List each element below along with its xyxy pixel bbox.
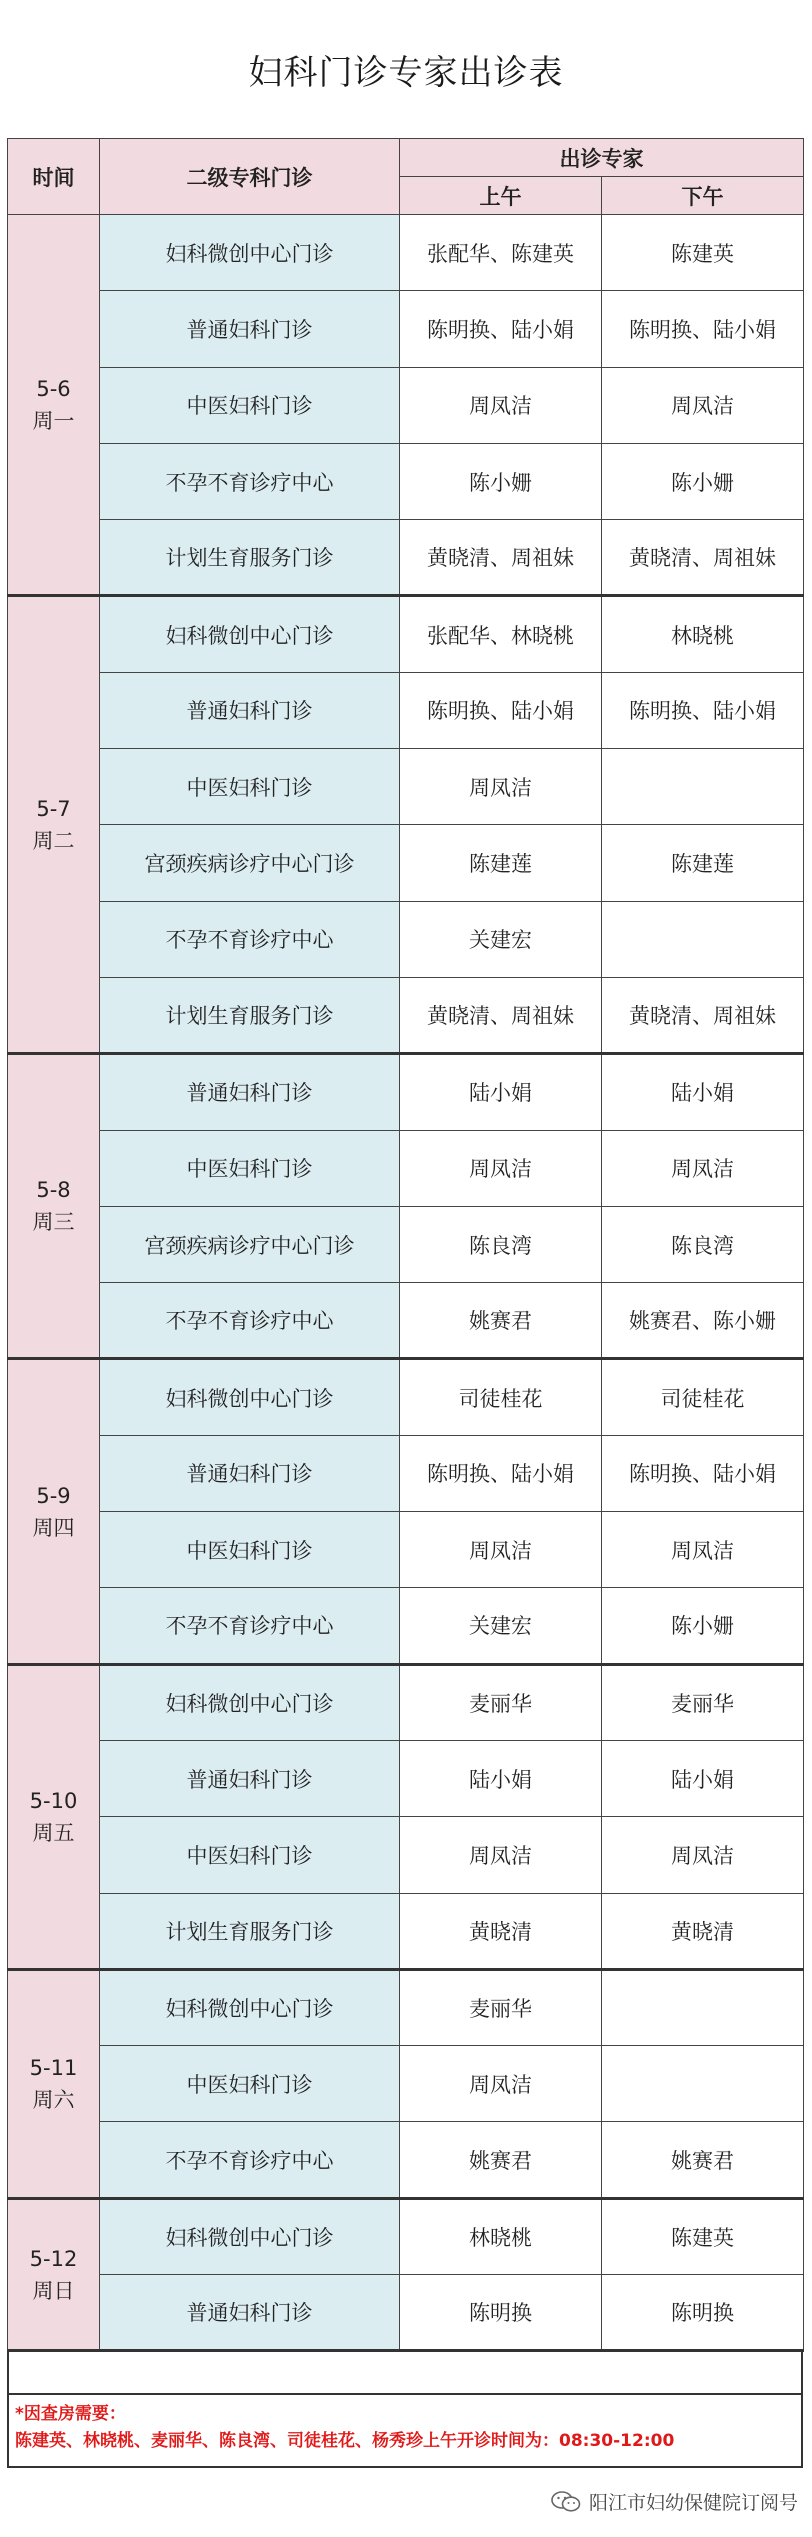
schedule-note [9,2393,801,2466]
weekday-label: 周二 [32,828,75,853]
table-row [8,825,804,901]
am-doctor-cell: 陈明换、陆小娟 [400,291,602,367]
dept-cell: 计划生育服务门诊 [100,520,400,596]
am-doctor-cell: 黄晓清、周祖妹 [400,520,602,596]
pm-doctor-cell [602,1969,804,2045]
weekday-label: 周五 [32,1820,75,1845]
pm-doctor-cell: 姚赛君、陈小姗 [602,1283,804,1359]
table-row [8,443,804,519]
page-title: 妇科门诊专家出诊表 [248,52,564,93]
date-label: 5-8 [36,1178,71,1203]
pm-doctor-cell: 林晓桃 [602,596,804,672]
pm-doctor-cell: 陈明换、陆小娟 [602,1435,804,1511]
schedule-body [8,215,804,2351]
dept-cell: 普通妇科门诊 [100,1740,400,1816]
pm-doctor-cell: 陆小娟 [602,1740,804,1816]
date-label: 5-11 [29,2055,78,2080]
table-row [8,1054,804,1130]
am-doctor-cell: 司徒桂花 [400,1359,602,1435]
pm-doctor-cell: 陈小姗 [602,443,804,519]
am-doctor-cell: 关建宏 [400,1588,602,1664]
pm-doctor-cell: 陈建莲 [602,825,804,901]
table-row [8,1130,804,1206]
pm-doctor-cell: 陈良湾 [602,1206,804,1282]
am-doctor-cell: 陆小娟 [400,1054,602,1130]
weekday-label: 周四 [32,1515,75,1540]
am-doctor-cell: 麦丽华 [400,1664,602,1740]
dept-cell: 不孕不育诊疗中心 [100,1588,400,1664]
pm-doctor-cell: 黄晓清、周祖妹 [602,520,804,596]
am-doctor-cell: 周凤洁 [400,1130,602,1206]
pm-doctor-cell: 陈明换、陆小娟 [602,291,804,367]
dept-cell: 普通妇科门诊 [100,1435,400,1511]
dept-cell: 妇科微创中心门诊 [100,2198,400,2274]
dept-cell: 中医妇科门诊 [100,1817,400,1893]
wechat-icon [551,2490,581,2514]
table-row [8,520,804,596]
table-row [8,1588,804,1664]
table-row [8,215,804,291]
header-experts: 出诊专家 [400,139,804,177]
pm-doctor-cell: 姚赛君 [602,2122,804,2198]
am-doctor-cell: 周凤洁 [400,1817,602,1893]
pm-doctor-cell [602,901,804,977]
table-row [8,1512,804,1588]
am-doctor-cell: 陈小姗 [400,443,602,519]
pm-doctor-cell: 周凤洁 [602,1512,804,1588]
dept-cell: 中医妇科门诊 [100,2046,400,2122]
footer-source: 阳江市妇幼保健院订阅号 [588,2492,798,2514]
am-doctor-cell: 周凤洁 [400,367,602,443]
date-cell [8,596,100,1054]
pm-doctor-cell [602,749,804,825]
dept-cell: 妇科微创中心门诊 [100,596,400,672]
table-row [8,901,804,977]
date-label: 5-10 [29,1788,78,1813]
weekday-label: 周日 [32,2278,75,2303]
date-cell [8,1664,100,1969]
table-row [8,2122,804,2198]
table-row [8,1359,804,1435]
am-doctor-cell: 张配华、陈建英 [400,215,602,291]
am-doctor-cell: 周凤洁 [400,2046,602,2122]
dept-cell: 妇科微创中心门诊 [100,1359,400,1435]
date-cell [8,1054,100,1359]
note-line-1: *因查房需要： [15,2404,126,2424]
table-row [8,596,804,672]
dept-cell: 中医妇科门诊 [100,749,400,825]
dept-cell: 普通妇科门诊 [100,291,400,367]
weekday-label: 周六 [32,2087,75,2112]
date-cell [8,2198,100,2351]
table-row [8,672,804,748]
dept-cell: 宫颈疾病诊疗中心门诊 [100,1206,400,1282]
date-label: 5-7 [36,796,71,821]
table-row [8,1893,804,1969]
date-label: 5-9 [36,1483,71,1508]
pm-doctor-cell: 陈小姗 [602,1588,804,1664]
header-am: 上午 [400,177,602,215]
am-doctor-cell: 黄晓清、周祖妹 [400,977,602,1053]
dept-cell: 中医妇科门诊 [100,1130,400,1206]
header-time: 时间 [8,139,100,215]
pm-doctor-cell: 司徒桂花 [602,1359,804,1435]
pm-doctor-cell: 陈建英 [602,215,804,291]
am-doctor-cell: 陈明换、陆小娟 [400,1435,602,1511]
pm-doctor-cell: 周凤洁 [602,367,804,443]
date-cell [8,1359,100,1664]
dept-cell: 妇科微创中心门诊 [100,1969,400,2045]
table-row [8,749,804,825]
pm-doctor-cell: 陆小娟 [602,1054,804,1130]
pm-doctor-cell: 陈明换 [602,2275,804,2351]
date-label: 5-12 [29,2246,78,2271]
am-doctor-cell: 麦丽华 [400,1969,602,2045]
table-row [8,367,804,443]
table-row [8,977,804,1053]
table-row [8,1435,804,1511]
dept-cell: 妇科微创中心门诊 [100,1664,400,1740]
date-label: 5-6 [36,376,71,401]
pm-doctor-cell: 周凤洁 [602,1130,804,1206]
table-row [8,1206,804,1282]
dept-cell: 妇科微创中心门诊 [100,215,400,291]
table-row [8,1740,804,1816]
am-doctor-cell: 陆小娟 [400,1740,602,1816]
am-doctor-cell: 关建宏 [400,901,602,977]
dept-cell: 不孕不育诊疗中心 [100,443,400,519]
dept-cell: 计划生育服务门诊 [100,1893,400,1969]
weekday-label: 周一 [32,408,75,433]
am-doctor-cell: 姚赛君 [400,2122,602,2198]
dept-cell: 计划生育服务门诊 [100,977,400,1053]
schedule-table [7,138,804,2352]
am-doctor-cell: 林晓桃 [400,2198,602,2274]
am-doctor-cell: 周凤洁 [400,1512,602,1588]
dept-cell: 不孕不育诊疗中心 [100,901,400,977]
dept-cell: 中医妇科门诊 [100,367,400,443]
date-cell [8,1969,100,2198]
pm-doctor-cell: 周凤洁 [602,1817,804,1893]
dept-cell: 普通妇科门诊 [100,2275,400,2351]
table-row [8,2198,804,2274]
dept-cell: 宫颈疾病诊疗中心门诊 [100,825,400,901]
table-row [8,1817,804,1893]
dept-cell: 中医妇科门诊 [100,1512,400,1588]
am-doctor-cell: 黄晓清 [400,1893,602,1969]
source-footer [551,2488,798,2515]
dept-cell: 不孕不育诊疗中心 [100,1283,400,1359]
pm-doctor-cell: 陈明换、陆小娟 [602,672,804,748]
table-row [8,1283,804,1359]
am-doctor-cell: 陈良湾 [400,1206,602,1282]
am-doctor-cell: 陈建莲 [400,825,602,901]
pm-doctor-cell: 麦丽华 [602,1664,804,1740]
pm-doctor-cell: 黄晓清 [602,1893,804,1969]
dept-cell: 普通妇科门诊 [100,672,400,748]
pm-doctor-cell: 黄晓清、周祖妹 [602,977,804,1053]
weekday-label: 周三 [32,1210,75,1235]
date-cell [8,215,100,596]
table-row [8,2275,804,2351]
header-dept: 二级专科门诊 [100,139,400,215]
am-doctor-cell: 周凤洁 [400,749,602,825]
header-pm: 下午 [602,177,804,215]
pm-doctor-cell: 陈建英 [602,2198,804,2274]
am-doctor-cell: 姚赛君 [400,1283,602,1359]
am-doctor-cell: 陈明换、陆小娟 [400,672,602,748]
title-area [0,0,812,138]
table-row [8,2046,804,2122]
pm-doctor-cell [602,2046,804,2122]
table-row [8,1664,804,1740]
am-doctor-cell: 张配华、林晓桃 [400,596,602,672]
note-line-2: 陈建英、林晓桃、麦丽华、陈良湾、司徒桂花、杨秀珍上午开诊时间为：08:30-12:00 [15,2431,675,2451]
dept-cell: 不孕不育诊疗中心 [100,2122,400,2198]
am-doctor-cell: 陈明换 [400,2275,602,2351]
table-row [8,1969,804,2045]
dept-cell: 普通妇科门诊 [100,1054,400,1130]
table-row [8,291,804,367]
